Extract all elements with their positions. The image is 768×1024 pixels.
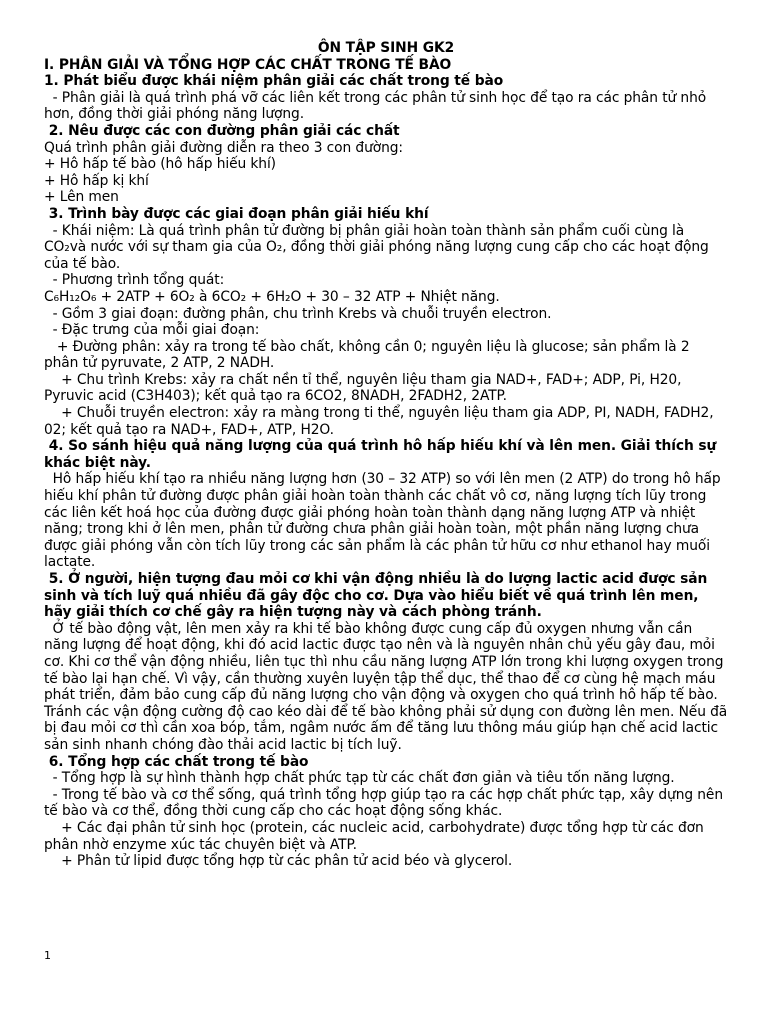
- question-3-features: - Đặc trưng của mỗi giai đoạn:: [44, 322, 260, 339]
- question-6-p4: + Phân tử lipid được tổng hợp từ các phân tử acid béo và glycerol.: [44, 853, 513, 870]
- question-3-concept: - Khái niệm: Là quá trình phân tử đường bị phân giải hoàn toàn thành sản phẩm cuối cùng là CO₂và nước với sự tham gia của O₂, đồng thời giải phóng năng lượng cung cấp cho các hoạt động của tế bào.: [44, 222, 713, 272]
- question-2-item-2: + Hô hấp kị khí: [44, 172, 149, 189]
- question-3-equation: C₆H₁₂O₆ + 2ATP + 6O₂ à 6CO₂ + 6H₂O + 30 – 32 ATP + Nhiệt năng.: [44, 288, 500, 305]
- question-4-text: Hô hấp hiếu khí tạo ra nhiều năng lượng hơn (30 – 32 ATP) so với lên men (2 ATP) do trong hô hấp hiếu khí phân tử đường được phân giải hoàn toàn thành các chất vô cơ, năng lượng tích lũy trong các liên kết hoá học của đường được giải phóng hoàn toàn thành dạng năng lượng ATP và nhiệt năng; trong khi ở lên men, phân tử đường chưa phân giải hoàn toàn, một phần năng lượng chưa được giải phóng vẫn còn tích lũy trong các sản phẩm là các phân tử hữu cơ như ethanol hay muối lactate.: [44, 471, 725, 571]
- question-3-krebs: + Chu trình Krebs: xảy ra chất nền tỉ thể, nguyên liệu tham gia NAD+, FAD+; ADP, Pi, H20, Pyruvic acid (C3H403); kết quả tạo ra 6CO2, 8NADH, 2FADH2, 2ATP.: [44, 371, 686, 405]
- question-5-text: Ở tế bào động vật, lên men xảy ra khi tế bào không được cung cấp đủ oxygen nhưng vẫn cần năng lượng để hoạt động, khi đó acid lactic được tạo nên và là nguyên nhân chủ yếu gây đau, mỏi cơ. Khi cơ thể vận động nhiều, liên tục thì nhu cầu năng lượng ATP lớn trong khi lượng oxygen trong tế bào lại hạn chế. Vì vậy, cần thường xuyên luyện tập thể dục, thể thao để cơ cùng hệ mạch máu phát triển, đảm bảo cung cấp đủ năng lượng cho vận động và oxygen cho quá trình hô hấp tế bào. Tránh các vận động cường độ cao kéo dài để tế bào không phải sử dụng con đường lên men. Nếu đã bị đau mỏi cơ thì cần xoa bóp, tắm, ngâm nước ấm để tăng lưu thông máu giúp hạn chế acid lactic sản sinh nhanh chóng đào thải acid lactic bị tích luỹ.: [44, 620, 732, 753]
- document-body: [44, 40, 732, 870]
- question-5-heading: 5. Ở người, hiện tượng đau mỏi cơ khi vận động nhiều là do lượng lactic acid được sản sinh và tích luỹ quá nhiều đã gây độc cho cơ. Dựa vào hiểu biết về quá trình lên men, hãy giải thích cơ chế gây ra hiện tượng này và cách phòng tránh.: [44, 571, 712, 621]
- question-1-heading: 1. Phát biểu được khái niệm phân giải các chất trong tế bào: [44, 73, 504, 90]
- question-2-intro: Quá trình phân giải đường diễn ra theo 3 con đường:: [44, 139, 403, 156]
- question-6-p2: - Trong tế bào và cơ thể sống, quá trình tổng hợp giúp tạo ra các hợp chất phức tạp, xây dựng nên tế bào và cơ thể, đồng thời cung cấp cho các hoạt động sống khác.: [44, 786, 728, 820]
- question-3-stages: - Gồm 3 giai đoạn: đường phân, chu trình Krebs và chuỗi truyền electron.: [44, 305, 552, 322]
- question-3-etc: + Chuỗi truyền electron: xảy ra màng trong ti thể, nguyên liệu tham gia ADP, PI, NADH, FADH2, 02; kết quả tạo ra NAD+, FAD+, ATP, H2O.: [44, 405, 718, 438]
- document-title: ÔN TẬP SINH GK2: [317, 40, 455, 56]
- question-1-text: - Phân giải là quá trình phá vỡ các liên kết trong các phân tử sinh học để tạo ra các phân tử nhỏ hơn, đồng thời giải phóng năng lượng.: [44, 89, 711, 123]
- question-2-item-3: + Lên men: [44, 189, 119, 206]
- question-6-p3: + Các đại phân tử sinh học (protein, các nucleic acid, carbohydrate) được tổng hợp từ các đơn phân nhờ enzyme xúc tác chuyên biệt và ATP.: [44, 819, 708, 853]
- question-2-item-1: + Hô hấp tế bào (hô hấp hiếu khí): [44, 156, 276, 173]
- question-6-p1: - Tổng hợp là sự hình thành hợp chất phức tạp từ các chất đơn giản và tiêu tốn năng lượng.: [44, 770, 675, 787]
- question-2-heading: 2. Nêu được các con đường phân giải các chất: [44, 122, 400, 139]
- question-3-equation-label: - Phương trình tổng quát:: [44, 272, 225, 289]
- page-number: 1: [44, 949, 51, 962]
- question-3-glycolysis: + Đường phân: xảy ra trong tế bào chất, không cần 0; nguyên liệu là glucose; sản phẩm là 2 phân tử pyruvate, 2 ATP, 2 NADH.: [44, 338, 694, 372]
- question-6-heading: 6. Tổng hợp các chất trong tế bào: [44, 753, 309, 770]
- question-3-heading: 3. Trình bày được các giai đoạn phân giải hiếu khí: [44, 205, 429, 222]
- section-heading: I. PHÂN GIẢI VÀ TỔNG HỢP CÁC CHẤT TRONG TẾ BÀO: [44, 56, 452, 73]
- question-4-heading: 4. So sánh hiệu quả năng lượng của quá trình hô hấp hiếu khí và lên men. Giải thích sự khác biệt này.: [44, 438, 721, 471]
